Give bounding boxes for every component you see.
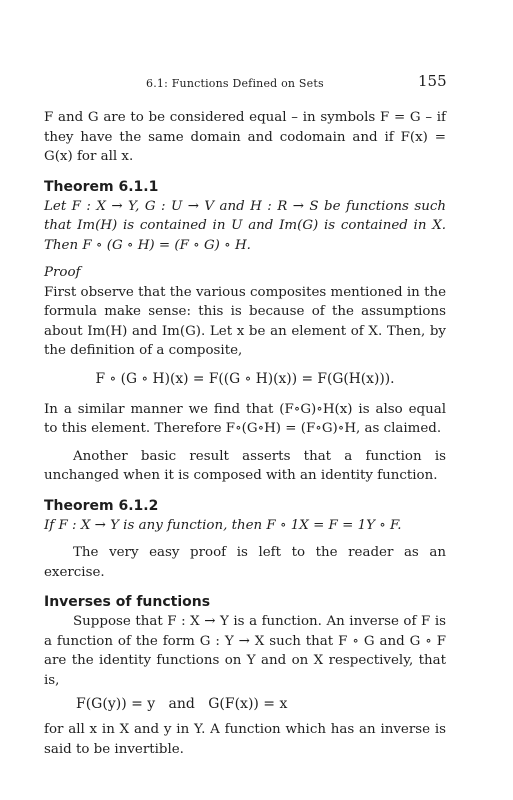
section-heading: Inverses of functions: [44, 594, 211, 610]
display-equation: F ∘ (G ∘ H)(x) = F((G ∘ H)(x)) = F(G(H(x))).: [95, 370, 395, 387]
page-number: 155: [418, 72, 447, 90]
theorem-heading: Theorem 6.1.1: [44, 178, 159, 195]
paragraph-inverse-definition: Suppose that F : X → Y is a function. An inverse of F is a function of the form G : Y → X such that F ∘ G and G ∘ F are the identity functions on Y and on X respectively, that is,: [44, 614, 446, 688]
paragraph-equality: F and G are to be considered equal – in symbols F = G – if they have the same domain and codomain and if F(x) = G(x) for all x.: [44, 110, 446, 164]
proof-label: Proof: [44, 265, 81, 280]
paragraph-identity: Another basic result asserts that a function is unchanged when it is composed with an identity function.: [44, 448, 446, 483]
page-body: [44, 108, 446, 759]
proof-conclusion: In a similar manner we find that (F∘G)∘H(x) is also equal to this element. Therefore F∘(G∘H) = (F∘G)∘H, as claimed.: [44, 401, 446, 436]
proof-paragraph: First observe that the various composites mentioned in the formula make sense: this is because of the assumptions about Im(H) and Im(G). Let x be an element of X. Then, by the definition of a composite,: [44, 284, 446, 358]
display-equation: F(G(y)) = y and G(F(x)) = x: [76, 696, 288, 712]
theorem-statement: Let F : X → Y, G : U → V and H : R → S be functions such that Im(H) is contained in U and Im(G) is contained in X. Then F ∘ (G ∘ H) = (F ∘ G) ∘ H.: [44, 198, 446, 253]
paragraph-invertible: for all x in X and y in Y. A function which has an inverse is said to be invertible.: [44, 722, 446, 757]
page-header: [0, 72, 513, 92]
theorem-statement: If F : X → Y is any function, then F ∘ 1X = F = 1Y ∘ F.: [44, 517, 402, 533]
paragraph-exercise: The very easy proof is left to the reader as an exercise.: [44, 545, 446, 580]
theorem-heading: Theorem 6.1.2: [44, 497, 159, 514]
running-title: 6.1: Functions Defined on Sets: [146, 77, 324, 90]
